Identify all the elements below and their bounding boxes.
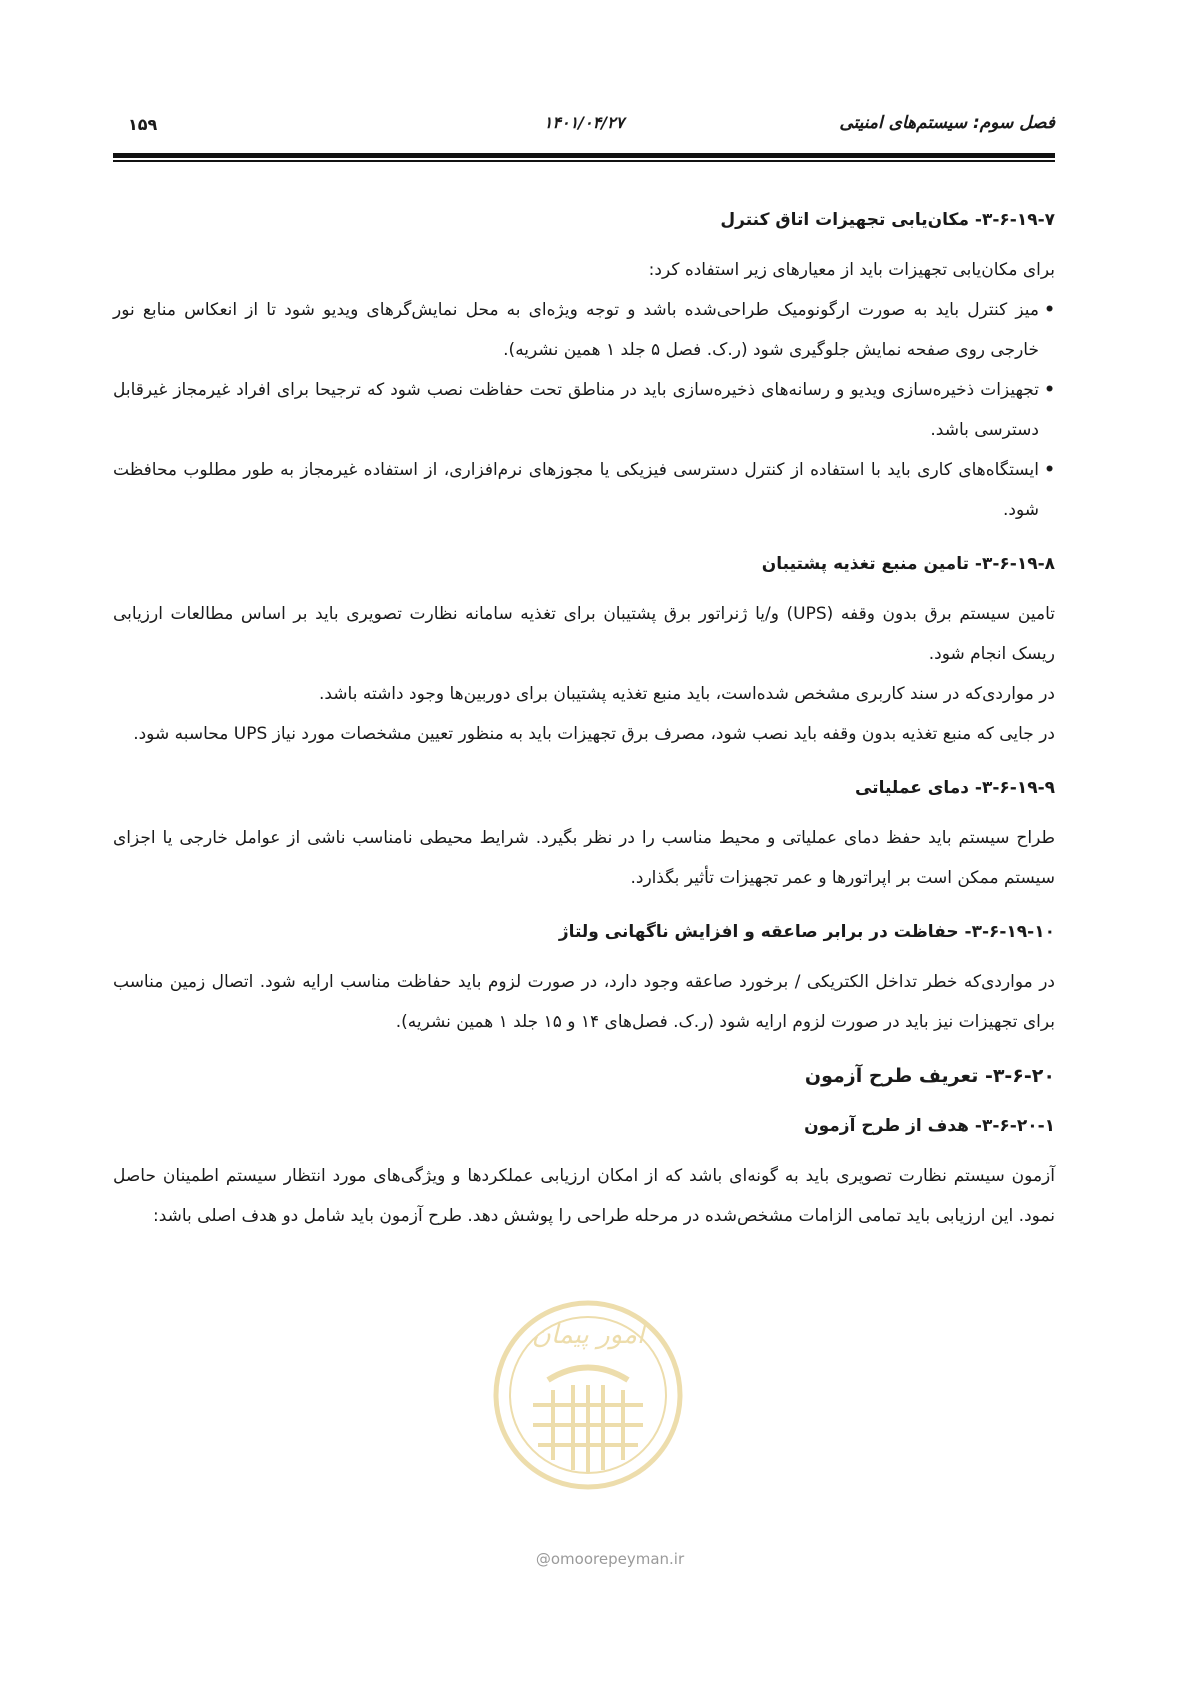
list-item-text: میز کنترل باید به صورت ارگونومیک طراحی‌شده باشد و توجه ویژه‌ای به محل نمایش‌گرهای ویدیو شود تا از انعکاس منابع نور خارجی روی صفحه نمایش جلوگیری شود (ر.ک. فصل ۵ جلد ۱ همین نشریه). [113,300,1039,360]
section-heading: ۳-۶-۱۹-۸- تامین منبع تغذیه پشتیبان [761,554,1055,574]
section-heading: ۳-۶-۱۹-۹- دمای عملیاتی [854,778,1055,798]
watermark-logo-text: امور پیمان [531,1320,645,1350]
paragraph: در جایی که منبع تغذیه بدون وقفه باید نصب شود، مصرف برق تجهیزات باید به منظور تعیین مشخصات مورد نیاز UPS محاسبه شود. [133,724,1055,744]
paragraph: آزمون سیستم نظارت تصویری باید به گونه‌ای باشد که از امکان ارزیابی عملکردها و ویژگی‌های مورد انتظار سیستم اطمینان حاصل نمود. این ارزیابی باید تمامی الزامات مشخص‌شده در مرحله طراحی را پوشش دهد. طرح آزمون باید شامل دو هدف اصلی باشد: [113,1166,1055,1226]
page-number: ۱۵۹ [128,115,158,134]
chapter-title: فصل سوم: سیستم‌های امنیتی [839,113,1055,133]
paragraph: برای مکان‌یابی تجهیزات باید از معیارهای زیر استفاده کرد: [648,260,1055,280]
list-item [113,290,1055,370]
page-body [113,200,1055,1236]
paragraph: در مواردی‌که در سند کاربری مشخص شده‌است، باید منبع تغذیه پشتیبان برای دوربین‌ها وجود داشته باشد. [318,684,1055,704]
paragraph: در مواردی‌که خطر تداخل الکتریکی / برخورد صاعقه وجود دارد، در صورت لزوم باید حفاظت مناسب ارایه شود. اتصال زمین مناسب برای تجهیزات نیز باید در صورت لزوم ارایه شود (ر.ک. فصل‌های ۱۴ و ۱۵ جلد ۱ همین نشریه). [113,972,1055,1032]
header-rule-thick [113,153,1055,158]
page-header [113,113,1055,143]
bullet-icon: • [1044,460,1055,480]
section-heading-major: ۳-۶-۲۰- تعریف طرح آزمون [804,1065,1055,1087]
bullet-icon: • [1044,300,1055,320]
section-heading: ۳-۶-۱۹-۱۰- حفاظت در برابر صاعقه و افزایش ناگهانی ولتاژ [558,922,1055,942]
header-rule-thin [113,160,1055,162]
watermark-url: @omoorepeyman.ir [535,1550,685,1568]
bullet-icon: • [1044,380,1055,400]
watermark-logo-icon [488,1285,688,1515]
paragraph: تامین سیستم برق بدون وقفه (UPS) و/یا ژنراتور برق پشتیبان برای تغذیه سامانه نظارت تصویری باید بر اساس مطالعات ارزیابی ریسک انجام شود. [113,604,1055,664]
paragraph: طراح سیستم باید حفظ دمای عملیاتی و محیط مناسب را در نظر بگیرد. شرایط محیطی نامناسب ناشی از عوامل خارجی یا اجزای سیستم ممکن است بر اپراتورها و عمر تجهیزات تأثیر بگذارد. [113,828,1055,888]
list-item-text: ایستگاه‌های کاری باید با استفاده از کنترل دسترسی فیزیکی یا مجوزهای نرم‌افزاری، از استفاده غیرمجاز به طور مطلوب محافظت شود. [113,460,1039,520]
list-item-text: تجهیزات ذخیره‌سازی ویدیو و رسانه‌های ذخیره‌سازی باید در مناطق تحت حفاظت نصب شود که ترجیحا برای افراد غیرمجاز غیرقابل دسترسی باشد. [113,380,1039,440]
list-item [113,370,1055,450]
section-heading: ۳-۶-۱۹-۷- مکان‌یابی تجهیزات اتاق کنترل [720,210,1055,230]
header-date: ۱۴۰۱/۰۴/۲۷ [543,113,625,132]
section-heading: ۳-۶-۲۰-۱- هدف از طرح آزمون [804,1116,1055,1136]
list-item [113,450,1055,530]
